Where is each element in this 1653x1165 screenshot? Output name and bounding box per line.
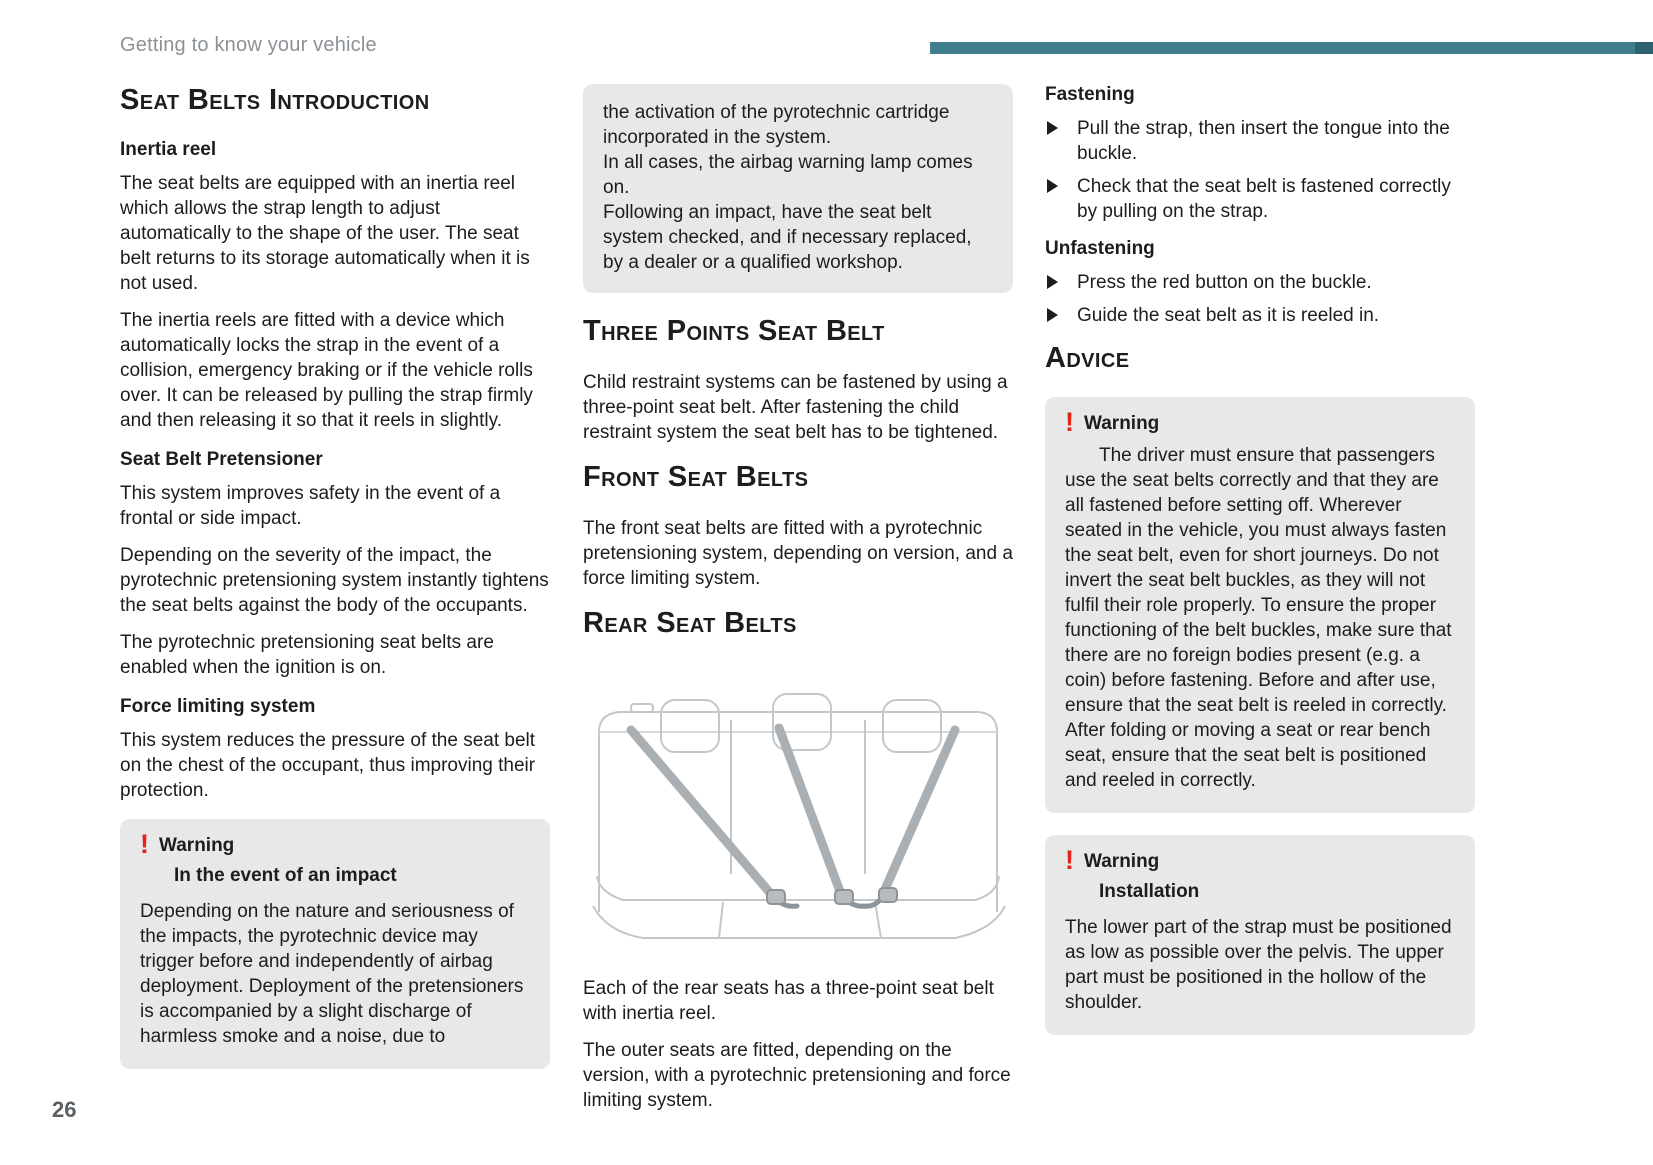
warning-icon: ! <box>140 829 149 859</box>
header-accent-rule <box>930 42 1653 54</box>
warning-text-rest: use the seat belts correctly and that they are all fastened before setting off. Wherever seated in the vehicle, you must always fasten the seat belt, even for short journeys. Do not invert the seat belt buckles, as they will not fulfil their role properly. To ensure the proper functioning of the belt buckles, make sure that there are no foreign bodies present (e.g. a coin) before fastening. Before and after use, ensure that the seat belt is reeled in correctly. After folding or moving a seat or rear bench seat, ensure that the seat belt is positioned and reeled in correctly. <box>1065 470 1452 791</box>
continued-warning-box <box>583 84 1013 293</box>
paragraph-rear-seat-belts-2: The outer seats are fitted, depending on the version, with a pyrotechnic pretensioning and force limiting system. <box>583 1040 1011 1111</box>
warning-label: Warning <box>1084 413 1160 434</box>
heading-unfastening: Unfastening <box>1045 238 1155 259</box>
header-accent-cap <box>1635 42 1653 54</box>
list-item <box>1045 116 1475 166</box>
continued-text-2: In all cases, the airbag warning lamp comes on. <box>603 152 973 198</box>
section-title-seat-belts-introduction: Seat Belts Introduction <box>120 84 430 116</box>
warning-header <box>1065 845 1455 875</box>
rear-seat-belts-figure <box>583 662 1013 962</box>
column-left <box>120 84 550 1091</box>
paragraph-front-seat-belts-1: The front seat belts are fitted with a pyrotechnic pretensioning system, depending on version, and a force limiting system. <box>583 518 1013 589</box>
paragraph-force-limiting-1: This system reduces the pressure of the seat belt on the chest of the occupant, thus improving their protection. <box>120 730 536 801</box>
continued-text-3: Following an impact, have the seat belt system checked, and if necessary replaced, by a dealer or a qualified workshop. <box>603 202 972 273</box>
page-header <box>0 28 1653 74</box>
column-right <box>1045 84 1475 1057</box>
warning-label: Warning <box>1084 851 1160 872</box>
section-title-three-points-seat-belt: Three Points Seat Belt <box>583 315 885 347</box>
list-fastening <box>1045 116 1475 224</box>
heading-force-limiting-system: Force limiting system <box>120 696 316 717</box>
warning-subtitle: Installation <box>1099 881 1200 902</box>
paragraph-pretensioner-1: This system improves safety in the event of a frontal or side impact. <box>120 483 501 529</box>
section-title-rear-seat-belts: Rear Seat Belts <box>583 607 797 639</box>
warning-text-first-line: The driver must ensure that passengers <box>1099 445 1435 466</box>
breadcrumb: Getting to know your vehicle <box>120 34 377 56</box>
warning-header <box>1065 407 1455 437</box>
heading-fastening: Fastening <box>1045 84 1135 105</box>
warning-text <box>1065 443 1455 793</box>
warning-icon: ! <box>1065 407 1074 437</box>
paragraph-three-points-1: Child restraint systems can be fastened by using a three-point seat belt. After fastening the child restraint system the seat belt has to be tightened. <box>583 372 1008 443</box>
warning-text: The lower part of the strap must be positioned as low as possible over the pelvis. The upper part must be positioned in the hollow of the shoulder. <box>1065 917 1452 1013</box>
list-unfastening <box>1045 270 1475 328</box>
warning-subtitle: In the event of an impact <box>174 865 397 886</box>
heading-inertia-reel: Inertia reel <box>120 139 217 160</box>
arrow-bullet-icon <box>1047 121 1058 135</box>
list-item-label: Guide the seat belt as it is reeled in. <box>1077 305 1380 326</box>
arrow-bullet-icon <box>1047 308 1058 322</box>
paragraph-inertia-2: The inertia reels are fitted with a device which automatically locks the strap in the event of a collision, emergency braking or if the vehicle rolls over. It can be released by pulling the strap firmly and then releasing it so that it reels in slightly. <box>120 310 533 431</box>
list-item <box>1045 174 1475 224</box>
warning-box-impact <box>120 819 550 1069</box>
warning-icon: ! <box>1065 845 1074 875</box>
section-title-advice: Advice <box>1045 342 1130 374</box>
warning-box-advice <box>1045 397 1475 813</box>
continued-text-1: the activation of the pyrotechnic cartridge incorporated in the system. <box>603 102 950 148</box>
warning-header <box>140 829 530 859</box>
heading-seat-belt-pretensioner: Seat Belt Pretensioner <box>120 449 323 470</box>
list-item-label: Press the red button on the buckle. <box>1077 272 1372 293</box>
warning-label: Warning <box>159 835 235 856</box>
arrow-bullet-icon <box>1047 179 1058 193</box>
section-title-front-seat-belts: Front Seat Belts <box>583 461 809 493</box>
warning-text: Depending on the nature and seriousness of the impacts, the pyrotechnic device may trigger before and independently of airbag deployment. Deployment of the pretensioners is accompanied by a slight discharge of harmless smoke and a noise, due to <box>140 901 524 1047</box>
list-item <box>1045 270 1475 295</box>
paragraph-inertia-1: The seat belts are equipped with an inertia reel which allows the strap length to adjust automatically to the shape of the user. The seat belt returns to its storage automatically when it is not used. <box>120 173 530 294</box>
list-item-label: Pull the strap, then insert the tongue into the buckle. <box>1077 118 1450 164</box>
list-item-label: Check that the seat belt is fastened correctly by pulling on the strap. <box>1077 176 1451 222</box>
warning-box-installation <box>1045 835 1475 1035</box>
paragraph-rear-seat-belts-1: Each of the rear seats has a three-point seat belt with inertia reel. <box>583 978 994 1024</box>
page-number: 26 <box>52 1097 77 1122</box>
paragraph-pretensioner-2: Depending on the severity of the impact, the pyrotechnic pretensioning system instantly tightens the seat belts against the body of the occupants. <box>120 545 549 616</box>
paragraph-pretensioner-3: The pyrotechnic pretensioning seat belts are enabled when the ignition is on. <box>120 632 494 678</box>
arrow-bullet-icon <box>1047 275 1058 289</box>
list-item <box>1045 303 1475 328</box>
column-middle <box>583 84 1013 1129</box>
